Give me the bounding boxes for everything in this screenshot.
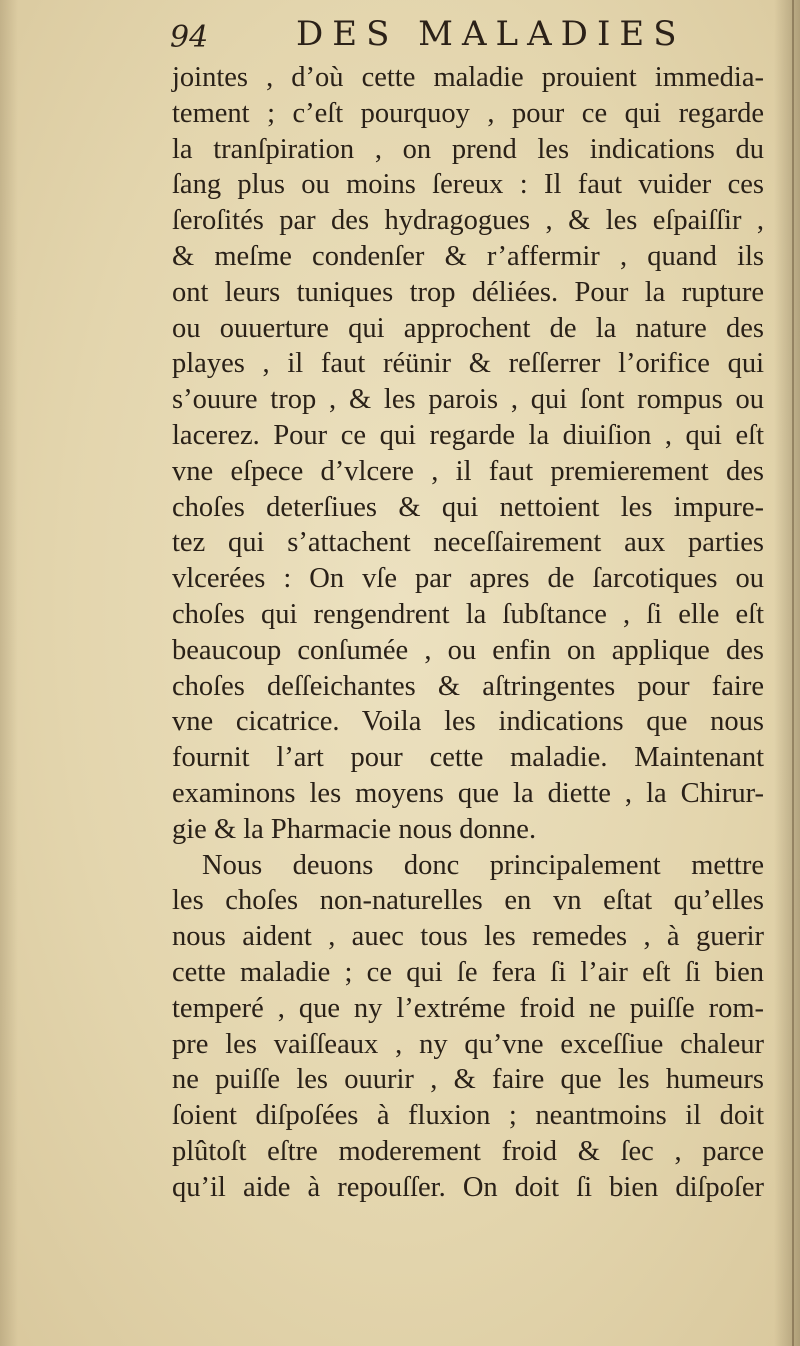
- text-line: beaucoup conſumée , ou enfin on applique des: [172, 634, 764, 666]
- text-line: cette maladie ; ce qui ſe fera ſi l’air eſt ſi bien: [172, 956, 764, 988]
- text-line: jointes , d’où cette maladie prouient immedia-: [172, 62, 764, 93]
- text-line: ont leurs tuniques trop déliées. Pour la rupture: [172, 276, 764, 308]
- text-line: ſoient diſpoſées à fluxion ; neantmoins il doit: [172, 1100, 764, 1132]
- text-line: gie & la Pharmacie nous donne.: [172, 813, 537, 845]
- text-line: vne cicatrice. Voila les indications que nous: [172, 706, 764, 738]
- page-header: [170, 14, 770, 60]
- page-gutter-shadow: [0, 0, 18, 1346]
- page-edge-shadow: [774, 0, 800, 1346]
- text-line: ſang plus ou moins ſereux : Il faut vuider ces: [172, 169, 764, 201]
- text-line: playes , il faut réünir & reſſerrer l’orifice qui: [172, 348, 764, 380]
- text-line: examinons les moyens que la diette , la Chirur-: [172, 777, 764, 809]
- page-number: 94: [170, 20, 209, 55]
- text-line: choſes deſſeichantes & aſtringentes pour faire: [172, 670, 764, 702]
- text-line: vlcerées : On vſe par apres de ſarcotiques ou: [172, 563, 764, 595]
- text-line: temperé , que ny l’extréme froid ne puiſſe rom-: [172, 992, 764, 1024]
- text-line: qu’il aide à repouſſer. On doit ſi bien diſpoſer: [172, 1171, 764, 1203]
- body-text: [172, 60, 764, 1206]
- text-line: les choſes non-naturelles en vn eſtat qu’elles: [172, 885, 764, 917]
- text-line: vne eſpece d’vlcere , il faut premierement des: [172, 455, 764, 487]
- text-line: nous aident , auec tous les remedes , à guerir: [172, 921, 764, 953]
- text-line: tement ; c’eſt pourquoy , pour ce qui regarde: [172, 97, 764, 129]
- text-line: & meſme condenſer & r’affermir , quand ils: [172, 240, 764, 272]
- paragraph-first-line: Nous deuons donc principalement mettre: [202, 849, 764, 881]
- text-line: la tranſpiration , on prend les indications du: [172, 133, 764, 165]
- text-line: ou ouuerture qui approchent de la nature des: [172, 312, 764, 344]
- text-line: s’ouure trop , & les parois , qui ſont rompus ou: [172, 384, 764, 416]
- text-line: pre les vaiſſeaux , ny qu’vne exceſſiue chaleur: [172, 1028, 764, 1060]
- text-line: choſes deterſiues & qui nettoient les impure-: [172, 491, 764, 523]
- running-head: DES MALADIES: [296, 14, 686, 54]
- text-line: ne puiſſe les ouurir , & faire que les humeurs: [172, 1064, 764, 1096]
- page-edge-line: [792, 0, 794, 1346]
- text-line: choſes qui rengendrent la ſubſtance , ſi elle eſt: [172, 598, 764, 630]
- text-line: fournit l’art pour cette maladie. Maintenant: [172, 742, 764, 774]
- text-line: ſeroſités par des hydragogues , & les eſpaiſſir ,: [172, 205, 764, 237]
- text-line: lacerez. Pour ce qui regarde la diuiſion , qui eſt: [172, 419, 764, 451]
- text-line: plûtoſt eſtre moderement froid & ſec , parce: [172, 1135, 764, 1167]
- text-line: tez qui s’attachent neceſſairement aux parties: [172, 527, 764, 559]
